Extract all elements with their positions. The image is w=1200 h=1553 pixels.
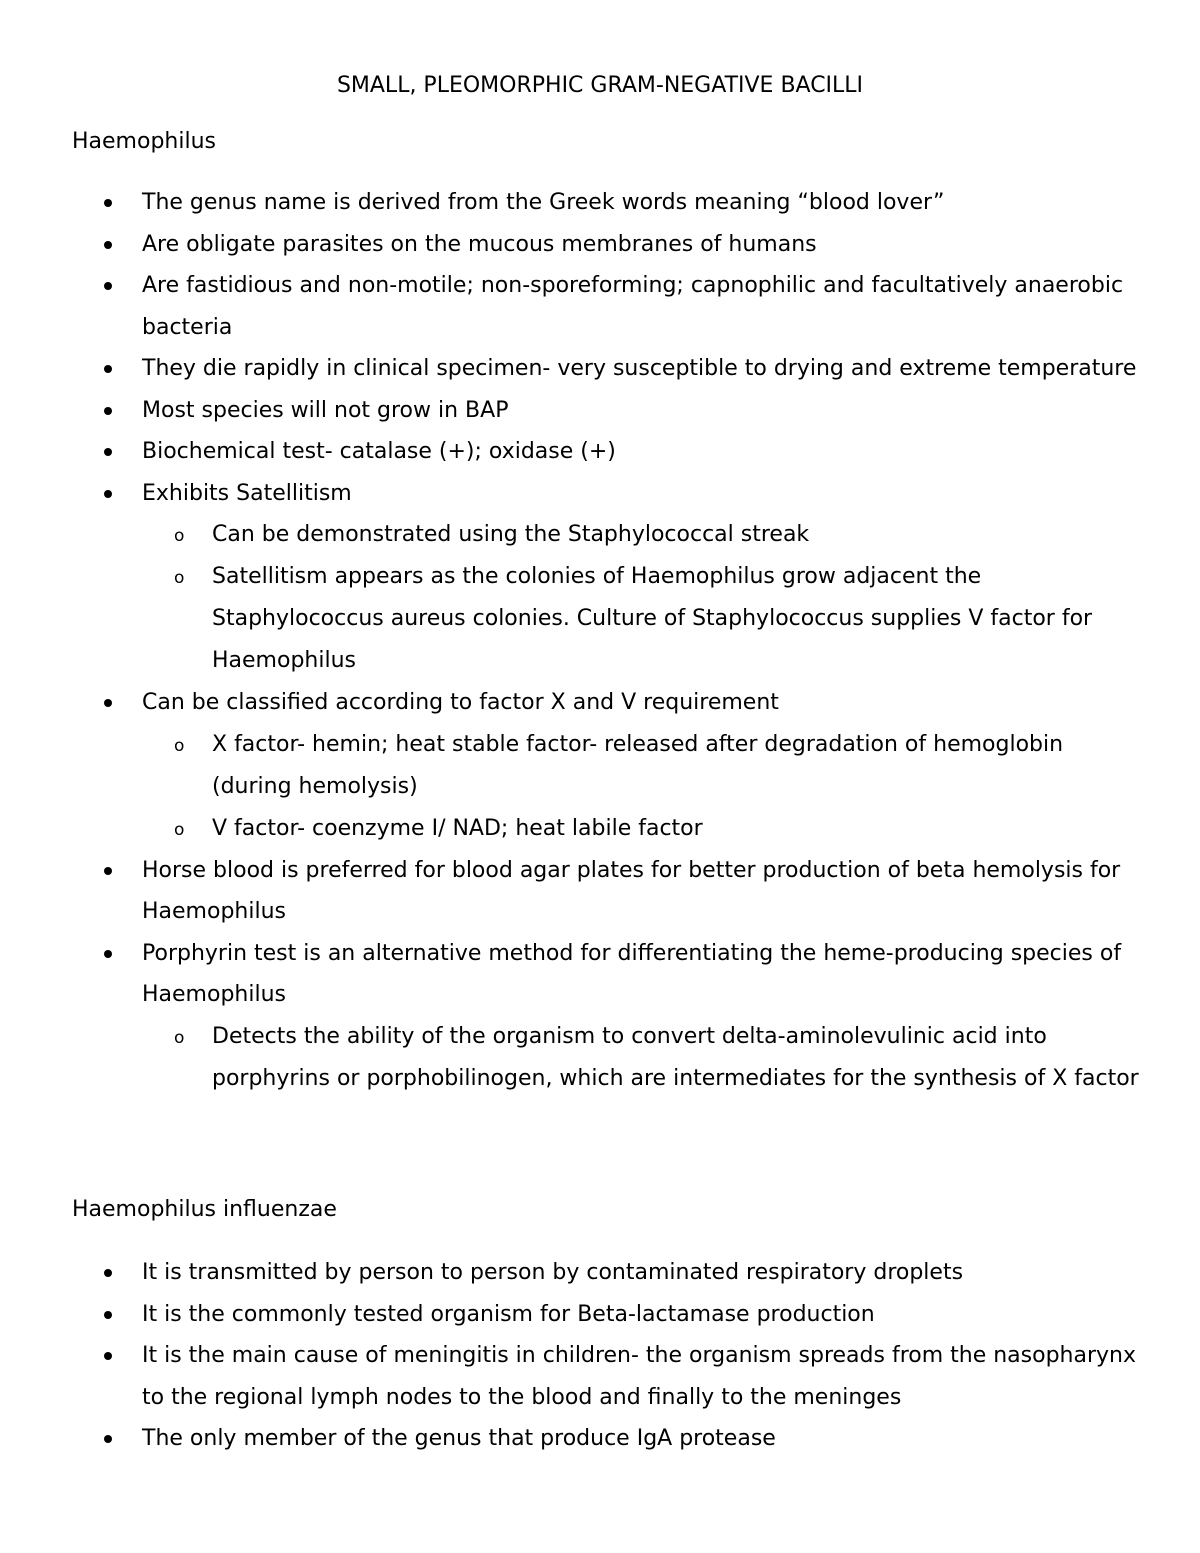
bullet-icon	[104, 1311, 112, 1319]
bullet-icon	[104, 407, 112, 415]
bullet-icon	[104, 867, 112, 875]
bullet-icon	[104, 1269, 112, 1277]
bullet-icon	[104, 241, 112, 249]
list-item: It is the commonly tested organism for Beta-lactamase production	[72, 1294, 1142, 1336]
list-item: It is the main cause of meningitis in children- the organism spreads from the nasopharynx to the regional lymph nodes to the blood and finally to the meninges	[72, 1335, 1142, 1418]
circle-bullet-icon: o	[174, 819, 185, 840]
sub-list-item: o Detects the ability of the organism to convert delta-aminolevulinic acid into porphyrins or porphobilinogen, which are intermediates for the synthesis of X factor	[72, 1016, 1142, 1100]
list-item: The genus name is derived from the Greek words meaning “blood lover”	[72, 182, 1142, 224]
list-item: Most species will not grow in BAP	[72, 390, 1142, 432]
bullet-list	[72, 1252, 1142, 1460]
list-item: Are fastidious and non-motile; non-sporeforming; capnophilic and facultatively anaerobic bacteria	[72, 265, 1142, 348]
list-item: Exhibits Satellitism	[72, 473, 1142, 515]
section-haemophilus	[72, 126, 1142, 1100]
section-haemophilus-influenzae	[72, 1194, 1142, 1460]
bullet-icon	[104, 1435, 112, 1443]
sub-list-item: o X factor- hemin; heat stable factor- released after degradation of hemoglobin (during hemolysis)	[72, 724, 1142, 808]
bullet-icon	[104, 365, 112, 373]
bullet-list	[72, 182, 1142, 1100]
list-item: Can be classified according to factor X and V requirement	[72, 682, 1142, 724]
circle-bullet-icon: o	[174, 735, 185, 756]
sub-list-item: o Satellitism appears as the colonies of Haemophilus grow adjacent the Staphylococcus aureus colonies. Culture of Staphylococcus supplies V factor for Haemophilus	[72, 556, 1142, 682]
list-item: The only member of the genus that produce IgA protease	[72, 1418, 1142, 1460]
list-item: It is transmitted by person to person by contaminated respiratory droplets	[72, 1252, 1142, 1294]
bullet-icon	[104, 199, 112, 207]
sub-list-item: o Can be demonstrated using the Staphylococcal streak	[72, 514, 1142, 556]
list-item: They die rapidly in clinical specimen- very susceptible to drying and extreme temperature	[72, 348, 1142, 390]
list-item: Biochemical test- catalase (+); oxidase (+)	[72, 431, 1142, 473]
bullet-icon	[104, 1352, 112, 1360]
section-heading: Haemophilus	[72, 129, 216, 154]
bullet-icon	[104, 282, 112, 290]
bullet-icon	[104, 490, 112, 498]
bullet-icon	[104, 950, 112, 958]
bullet-icon	[104, 699, 112, 707]
circle-bullet-icon: o	[174, 526, 185, 546]
circle-bullet-icon: o	[174, 568, 185, 588]
list-item: Are obligate parasites on the mucous membranes of humans	[72, 224, 1142, 266]
document-title: SMALL, PLEOMORPHIC GRAM-NEGATIVE BACILLI	[336, 73, 864, 98]
sub-list-item: o V factor- coenzyme I/ NAD; heat labile factor	[72, 808, 1142, 850]
circle-bullet-icon: o	[174, 1027, 185, 1048]
section-heading: Haemophilus influenzae	[72, 1197, 337, 1222]
list-item: Horse blood is preferred for blood agar plates for better production of beta hemolysis for Haemophilus	[72, 850, 1142, 933]
bullet-icon	[104, 448, 112, 456]
list-item: Porphyrin test is an alternative method for differentiating the heme-producing species of Haemophilus	[72, 933, 1142, 1016]
